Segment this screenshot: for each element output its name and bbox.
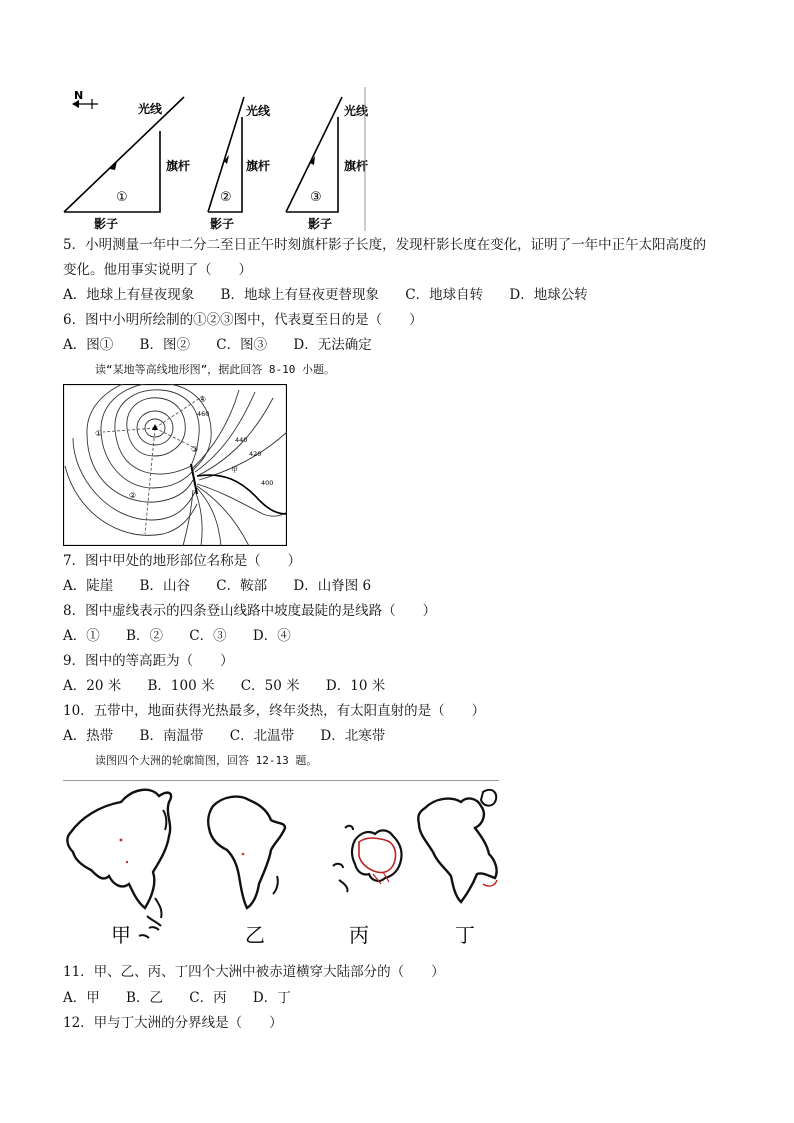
number-2: ②	[220, 190, 232, 205]
label-ding: 丁	[455, 923, 475, 947]
question-7-options	[63, 576, 393, 596]
question-9: 9．图中的等高距为（ ）	[63, 653, 234, 669]
question-5-line2: 变化。他用事实说明了（ ）	[63, 262, 252, 278]
question-6-options	[63, 335, 394, 355]
q8-option-a[interactable]: A．①	[63, 628, 100, 644]
q8-option-c[interactable]: C．③	[189, 628, 227, 644]
route-label-1: ①	[95, 429, 103, 438]
q8-option-d[interactable]: D．④	[252, 628, 291, 644]
label-yi: 乙	[245, 923, 265, 947]
q7-option-b[interactable]: B．山谷	[139, 578, 190, 594]
pole-label-1: 旗杆	[166, 159, 191, 173]
q11-option-a[interactable]: A．甲	[63, 990, 100, 1006]
q6-option-a[interactable]: A．图①	[63, 337, 114, 353]
question-6: 6．图中小明所绘制的①②③图中，代表夏至日的是（ ）	[63, 312, 423, 328]
question-5-options	[63, 285, 610, 305]
q6-option-b[interactable]: B．图②	[139, 337, 190, 353]
pole-label-3: 旗杆	[344, 159, 369, 173]
question-10-options	[63, 726, 407, 746]
q10-option-a[interactable]: A．热带	[63, 728, 114, 744]
q6-option-d[interactable]: D．无法确定	[293, 337, 372, 353]
q10-option-c[interactable]: C．北温带	[229, 728, 295, 744]
question-7: 7．图中甲处的地形部位名称是（ ）	[63, 553, 302, 569]
light-label-3: 光线	[344, 104, 369, 118]
question-11-options	[63, 988, 313, 1008]
q9-option-c[interactable]: C．50 米	[240, 678, 300, 694]
q7-option-a[interactable]: A．陡崖	[63, 578, 114, 594]
north-label: N	[74, 89, 84, 102]
light-label-2: 光线	[246, 104, 271, 118]
question-5-line1: 5．小明测量一年中二分二至日正午时刻旗杆影子长度，发现杆影长度在变化，证明了一年中正午太阳高度的	[63, 237, 707, 253]
reading-note-continents: 读图四个大洲的轮廓简图，回答 12-13 题。	[95, 754, 318, 767]
contour-label-420: 420	[249, 450, 262, 458]
shadow-label-1: 影子	[94, 217, 119, 231]
question-10: 10．五带中，地面获得光热最多，终年炎热，有太阳直射的是（ ）	[63, 703, 486, 719]
q6-option-c[interactable]: C．图③	[216, 337, 268, 353]
q9-option-a[interactable]: A．20 米	[63, 678, 122, 694]
contour-label-400: 400	[261, 479, 274, 487]
continent-jia-asia	[67, 790, 171, 908]
question-8-options	[63, 626, 313, 646]
question-8: 8．图中虚线表示的四条登山线路中坡度最陡的是线路（ ）	[63, 603, 437, 619]
contour-label-460: 460	[197, 410, 210, 418]
continent-ding-north-america	[418, 799, 496, 902]
continent-yi-africa	[208, 797, 285, 908]
light-label-1: 光线	[138, 102, 163, 116]
reading-note-contour: 读“某地等高线地形图”，据此回答 8-10 小题。	[95, 363, 335, 376]
flagpole-shadow-figure	[60, 85, 372, 233]
q10-option-d[interactable]: D．北寒带	[320, 728, 386, 744]
question-9-options	[63, 676, 407, 696]
label-jia: 甲	[111, 923, 131, 947]
q9-option-d[interactable]: D．10 米	[325, 678, 386, 694]
label-bing: 丙	[349, 923, 369, 947]
q11-option-c[interactable]: C．丙	[189, 990, 227, 1006]
question-12: 12．甲与丁大洲的分界线是（ ）	[63, 1015, 283, 1031]
shadow-label-2: 影子	[210, 217, 235, 231]
route-label-2: ②	[129, 491, 137, 500]
triangle-1	[64, 131, 160, 212]
q5-option-c[interactable]: C．地球自转	[405, 287, 484, 303]
q7-option-d[interactable]: D．山脊图 6	[293, 578, 372, 594]
q11-option-d[interactable]: D．丁	[252, 990, 291, 1006]
q5-option-a[interactable]: A．地球上有昼夜现象	[63, 287, 195, 303]
q11-option-b[interactable]: B．乙	[126, 990, 163, 1006]
route-label-4: ④	[199, 395, 207, 404]
contour-map-figure	[63, 384, 287, 546]
number-3: ③	[310, 190, 322, 205]
shadow-label-3: 影子	[308, 217, 333, 231]
jia-label: 甲	[231, 466, 238, 474]
route-label-3: ③	[191, 445, 199, 454]
number-1: ①	[116, 190, 128, 205]
q8-option-b[interactable]: B．②	[126, 628, 163, 644]
pole-label-2: 旗杆	[246, 159, 271, 173]
q9-option-b[interactable]: B．100 米	[147, 678, 215, 694]
q10-option-b[interactable]: B．南温带	[139, 728, 204, 744]
continents-figure	[63, 780, 499, 952]
contour-label-440: 440	[235, 436, 248, 444]
question-11: 11．甲、乙、丙、丁四个大洲中被赤道横穿大陆部分的（ ）	[63, 964, 445, 980]
q5-option-b[interactable]: B．地球上有昼夜更替现象	[220, 287, 379, 303]
q5-option-d[interactable]: D．地球公转	[509, 287, 588, 303]
q7-option-c[interactable]: C．鞍部	[216, 578, 268, 594]
